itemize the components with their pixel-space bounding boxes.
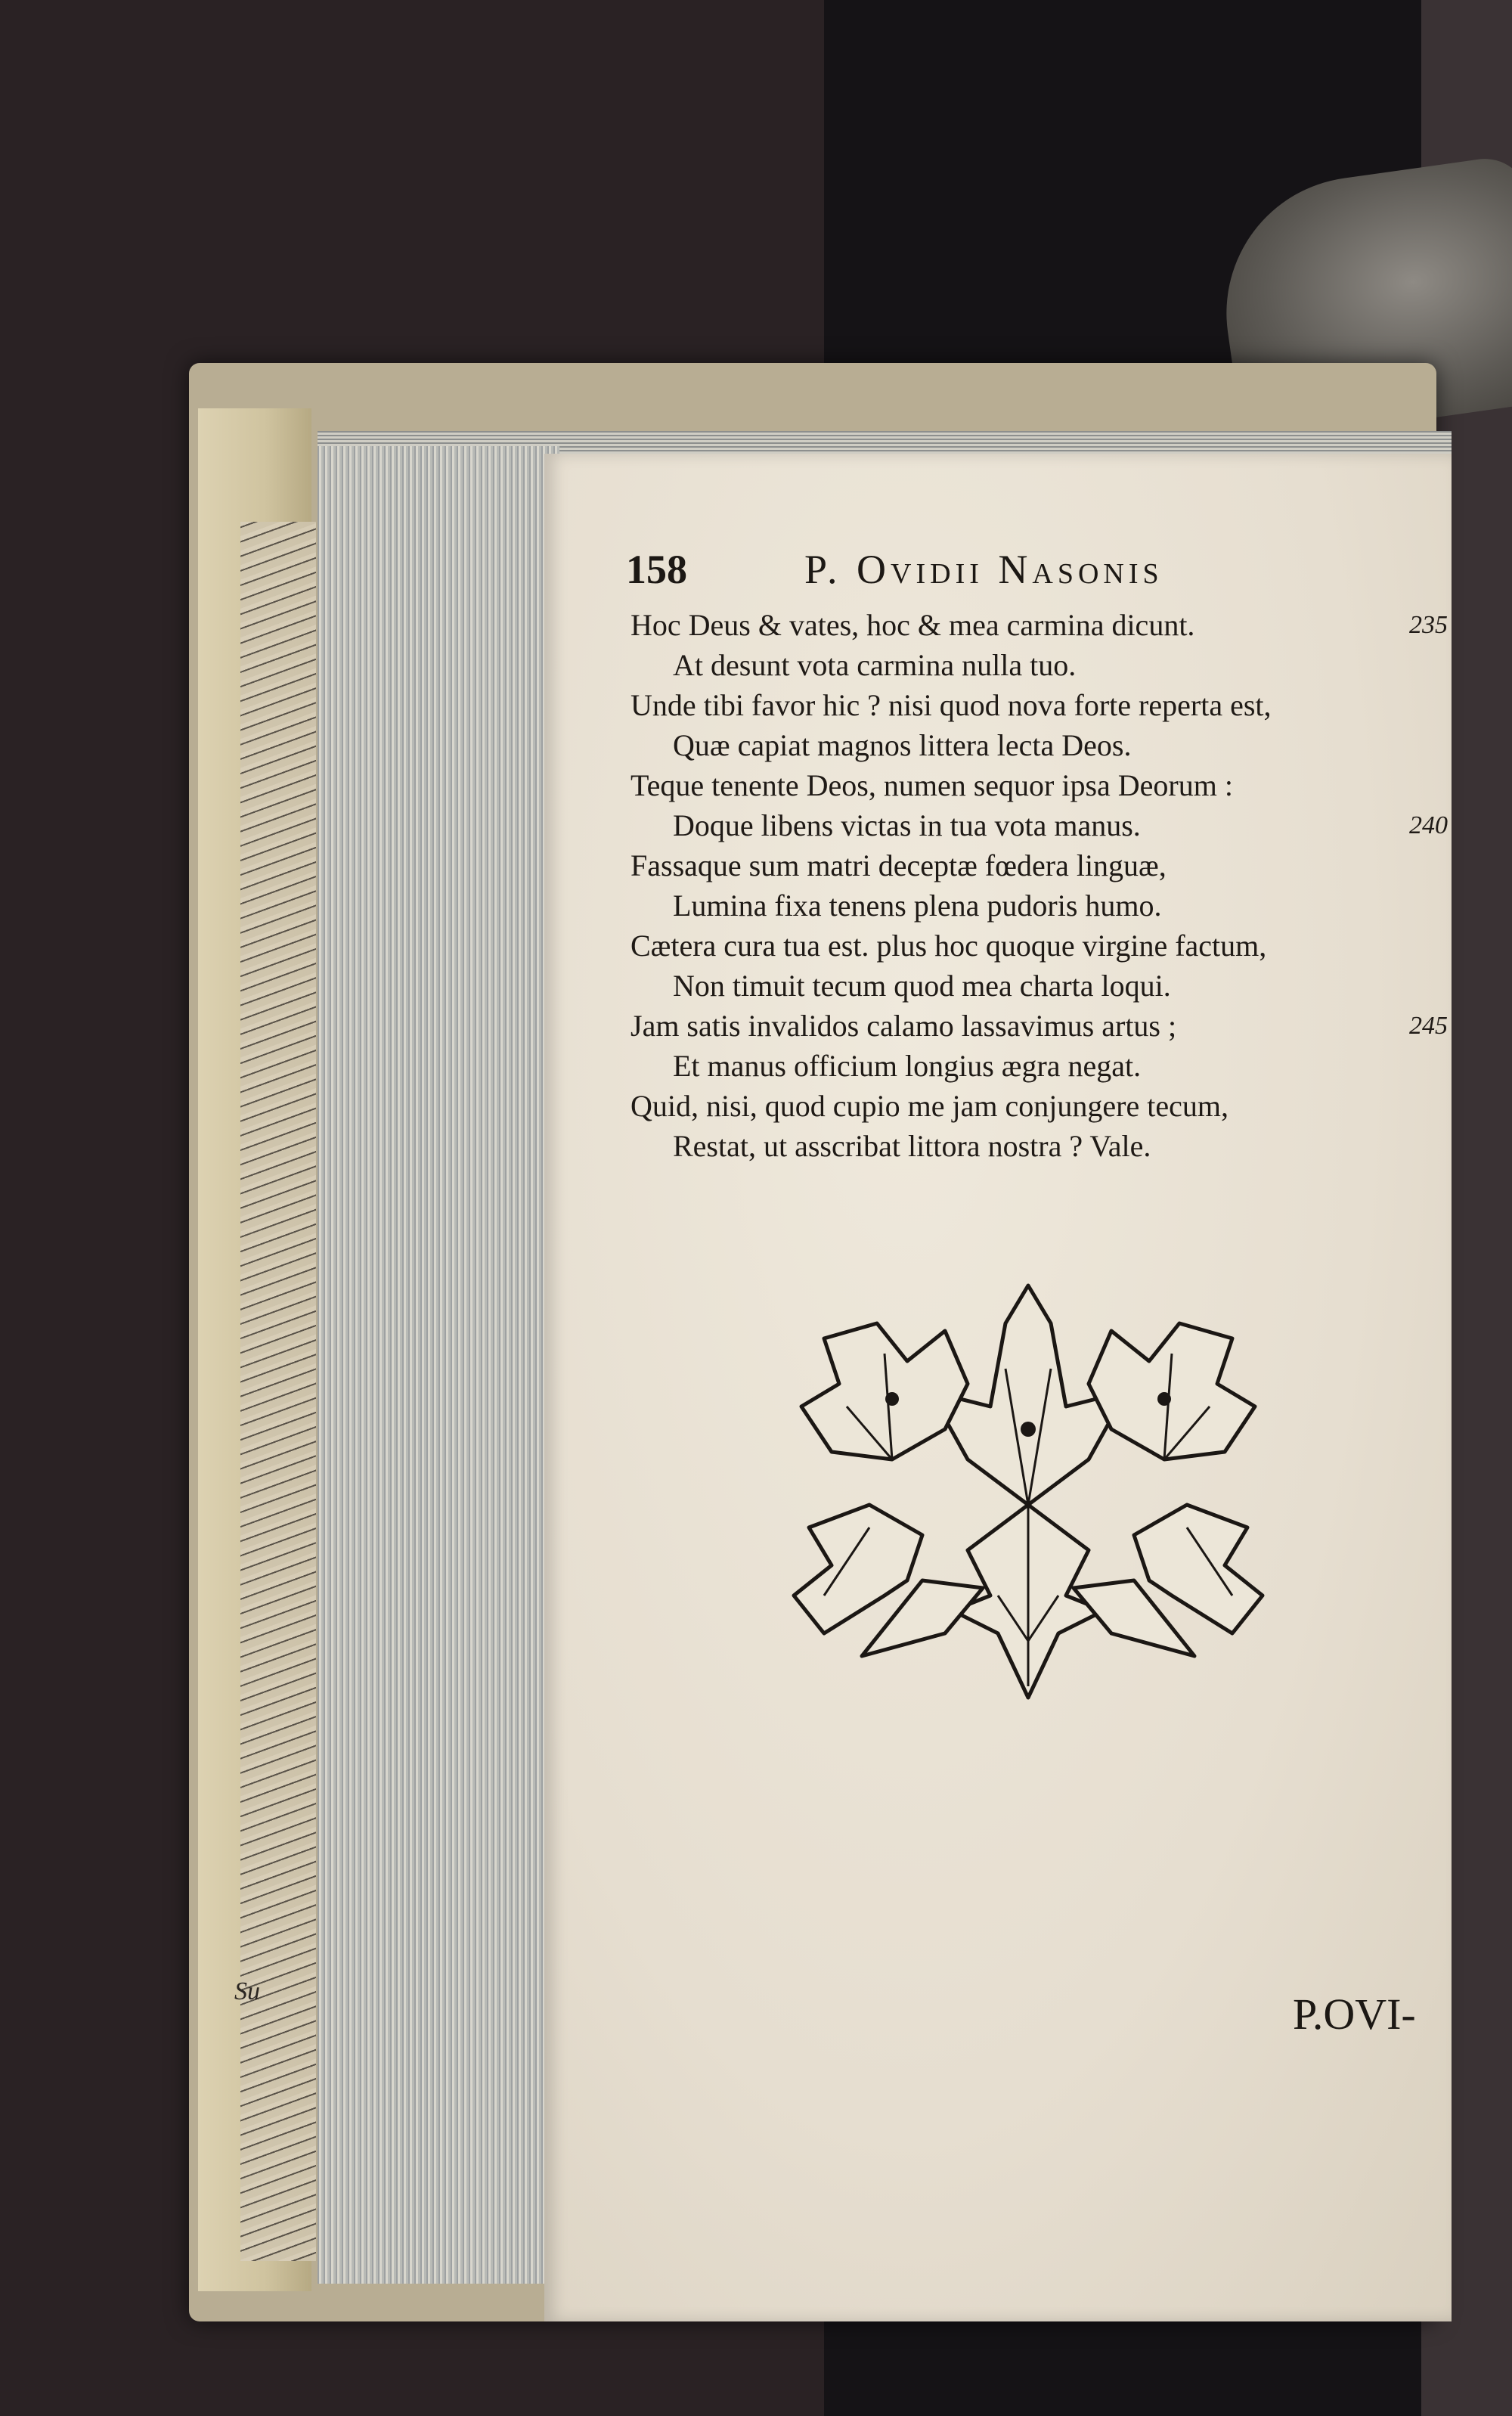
verse-line — [631, 885, 1485, 926]
running-head — [626, 546, 1306, 591]
verse-line — [631, 725, 1485, 765]
verse-text: Restat, ut asscribat littora nostra ? Vale. — [673, 1129, 1151, 1163]
verse-line — [631, 805, 1485, 845]
verse-text: Et manus officium longius ægra negat. — [673, 1049, 1142, 1083]
verse-line — [631, 1126, 1485, 1166]
verse-line — [631, 1046, 1485, 1086]
verse-text: Unde tibi favor hic ? nisi quod nova forte reperta est, — [631, 688, 1272, 722]
verse-line — [631, 1086, 1485, 1126]
verse-line — [631, 605, 1485, 645]
line-number: 240 — [1409, 811, 1448, 839]
line-number: 235 — [1409, 611, 1448, 639]
verse-line — [631, 845, 1485, 885]
verse-text: Fassaque sum matri deceptæ fœdera linguæ, — [631, 848, 1167, 882]
verse-text: Quid, nisi, quod cupio me jam conjungere tecum, — [631, 1089, 1228, 1123]
verse-text: Teque tenente Deos, numen sequor ipsa Deorum : — [631, 768, 1233, 802]
verse-text: Non timuit tecum quod mea charta loqui. — [673, 969, 1171, 1003]
verse-text: Hoc Deus & vates, hoc & mea carmina dicunt. — [631, 608, 1195, 642]
line-number: 245 — [1409, 1012, 1448, 1040]
page-title: P. Ovidii Nasonis — [804, 547, 1163, 592]
verse-line — [631, 926, 1485, 966]
engraving-caption: Su — [234, 1977, 260, 2005]
verse-line — [631, 765, 1485, 805]
verse-line — [631, 685, 1485, 725]
verse-block — [631, 605, 1485, 1166]
verse-line — [631, 1006, 1485, 1046]
verse-text: Jam satis invalidos calamo lassavimus artus ; — [631, 1009, 1177, 1043]
page-edges — [318, 446, 559, 2284]
flower-woodcut-icon — [779, 1278, 1278, 1701]
page-number: 158 — [626, 547, 687, 592]
catchword: P.OVI- — [1293, 1990, 1416, 2039]
verse-line — [631, 645, 1485, 685]
verse-text: Quæ capiat magnos littera lecta Deos. — [673, 728, 1132, 762]
verse-text: Lumina fixa tenens plena pudoris humo. — [673, 889, 1162, 923]
verse-text: At desunt vota carmina nulla tuo. — [673, 648, 1077, 682]
verse-line — [631, 966, 1485, 1006]
verse-text: Doque libens victas in tua vota manus. — [673, 808, 1141, 842]
verse-text: Cætera cura tua est. plus hoc quoque virgine factum, — [631, 929, 1267, 963]
